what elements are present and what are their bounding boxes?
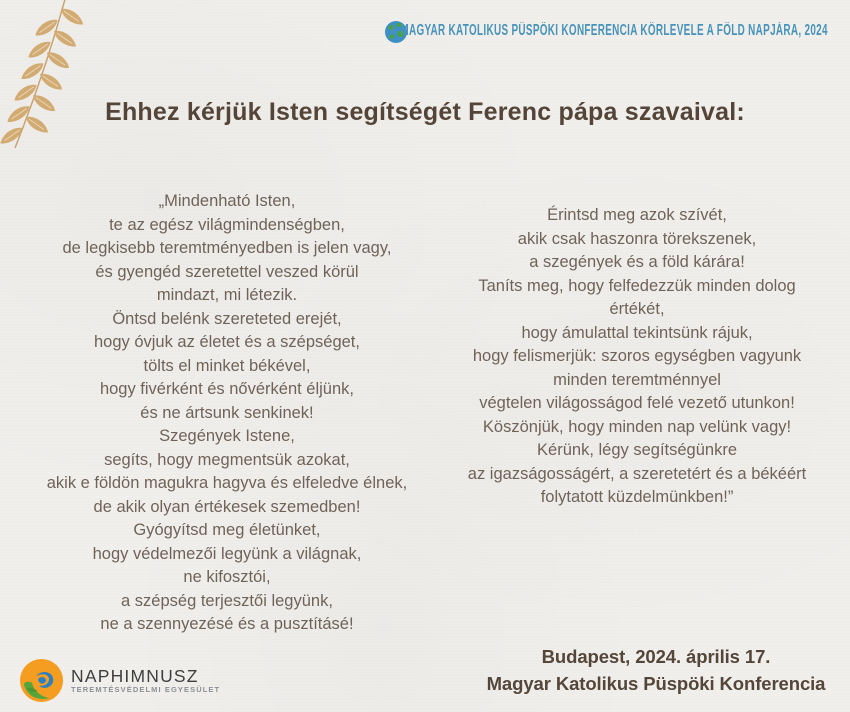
prayer-line: a szegények és a föld kárára!	[529, 253, 745, 271]
logo-text-block	[71, 667, 220, 694]
signature-block	[476, 644, 836, 697]
logo-name: NAPHIMNUSZ	[71, 666, 199, 686]
prayer-line: tölts el minket békével,	[143, 356, 311, 375]
prayer-line: de akik olyan értékesek szemedben!	[93, 497, 361, 516]
prayer-line: hogy felismerjük: szoros egységben vagyunk	[472, 347, 802, 365]
prayer-line: segíts, hogy megmentsük azokat,	[104, 450, 350, 469]
prayer-line: mindazt, mi létezik.	[156, 286, 298, 304]
prayer-line: Kérünk, légy segítségünkre	[537, 441, 737, 459]
prayer-line: ne kifosztói,	[183, 568, 271, 586]
prayer-line: az igazságosságért, a szeretetért és a békéért	[467, 464, 807, 483]
prayer-line: akik csak haszonra törekszenek,	[517, 229, 757, 248]
prayer-line: Köszönjük, hogy minden nap velünk vagy!	[482, 417, 792, 436]
prayer-line: és ne ártsunk senkinek!	[140, 403, 314, 422]
prayer-line: „Mindenható Isten,	[158, 192, 296, 210]
olive-branch-icon	[0, 0, 120, 160]
prayer-line: Öntsd belénk szereteted erejét,	[112, 309, 342, 328]
prayer-line: ne a szennyezésé és a pusztításé!	[100, 615, 354, 633]
prayer-line: a szépség terjesztői legyünk,	[121, 591, 333, 610]
prayer-line: Gyógyítsd meg életünket,	[133, 521, 321, 539]
naphimnusz-logo	[19, 658, 220, 703]
prayer-line: minden teremtménnyel	[553, 370, 721, 389]
prayer-line: te az egész világmindenségben,	[109, 215, 345, 234]
prayer-line: értékét,	[609, 300, 665, 318]
prayer-line: és gyengéd szeretettel veszed körül	[95, 262, 359, 281]
prayer-column-left	[30, 190, 424, 637]
prayer-line: de legkisebb teremtményedben is jelen vagy,	[62, 239, 392, 257]
hands-globe-icon	[19, 658, 64, 703]
banner-text: A MAGYAR KATOLIKUS PÜSPÖKI KONFERENCIA KÖRLEVELE A FÖLD NAPJÁRA, 2024	[390, 22, 828, 39]
prayer-line: Szegények Istene,	[159, 427, 295, 445]
prayer-line: Érintsd meg azok szívét,	[547, 206, 727, 224]
prayer-line: akik e földön magukra hagyva és elfeledve élnek,	[46, 474, 408, 492]
prayer-line: hogy óvjuk az életet és a szépséget,	[93, 333, 360, 351]
prayer-columns	[30, 190, 834, 637]
prayer-column-right	[440, 190, 834, 637]
page-title: Ehhez kérjük Isten segítségét Ferenc pápa szavaival:	[105, 98, 745, 126]
prayer-line: folytatott küzdelmünkben!”	[540, 488, 734, 506]
prayer-line: hogy védelmezői legyünk a világnak,	[92, 544, 362, 563]
logo-subtitle: TEREMTÉSVÉDELMI EGYESÜLET	[71, 685, 221, 694]
prayer-line: hogy ámulattal tekintsünk rájuk,	[521, 323, 753, 342]
signature-line: Magyar Katolikus Püspöki Konferencia	[486, 672, 826, 694]
prayer-line: Taníts meg, hogy felfedezzük minden dolog	[478, 276, 796, 295]
prayer-line: hogy fivérként és nővérként éljünk,	[99, 380, 354, 398]
prayer-line: végtelen világosságod felé vezető utunkon!	[479, 394, 795, 412]
date-line: Budapest, 2024. április 17.	[541, 646, 771, 667]
